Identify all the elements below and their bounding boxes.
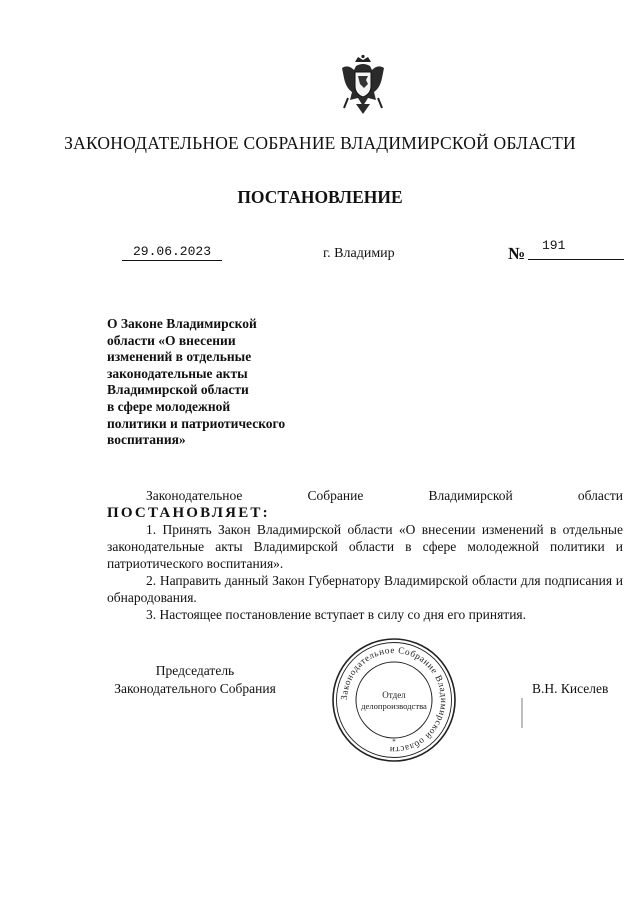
document-date: 29.06.2023 — [122, 244, 222, 261]
subject-line: Владимирской области — [107, 382, 249, 398]
document-type-title: ПОСТАНОВЛЕНИЕ — [237, 187, 403, 207]
position-line: Председатель — [155, 663, 235, 678]
subject-line: воспитания» — [107, 432, 186, 448]
resolution-item: 3. Настоящее постановление вступает в силу со дня его принятия. — [146, 607, 527, 622]
document-city: г. Владимир — [323, 246, 395, 261]
resolves-heading: ПОСТАНОВЛЯЕТ: — [107, 505, 270, 521]
subject-line: в сфере молодежной — [107, 398, 231, 414]
document-number: 191 — [528, 238, 624, 260]
signatory-position — [100, 662, 290, 697]
svg-text:*: * — [392, 738, 396, 746]
signatory-name: В.Н. Киселев — [532, 681, 609, 696]
number-sign: № — [508, 244, 526, 263]
subject-line: политики и патриотического — [107, 415, 286, 431]
stamp-center-line: Отдел — [382, 690, 406, 700]
official-round-stamp — [330, 636, 458, 764]
subject-line: изменений в отдельные — [107, 349, 252, 365]
document-subject — [107, 316, 317, 449]
resolution-items — [107, 521, 623, 623]
subject-line: законодательные акты — [107, 365, 248, 381]
resolution-item: 2. Направить данный Закон Губернатору Владимирской области для подписания и обнародования. — [107, 573, 623, 605]
subject-line: области «О внесении — [107, 332, 236, 348]
subject-line: О Законе Владимирской — [107, 316, 257, 331]
resolution-intro: Законодательное Собрание Владимирской области — [146, 488, 623, 503]
stamp-ring-text: Законодательное Собрание Владимирской области — [338, 644, 450, 756]
stamp-center-line: делопроизводства — [361, 701, 427, 711]
signature-mark — [519, 698, 525, 728]
position-line: Законодательного Собрания — [114, 680, 276, 696]
resolution-item: 1. Принять Закон Владимирской области «О внесении изменений в отдельные законодательные акты Владимирской области в сфере молодежной политики и патриотического воспитания». — [107, 522, 623, 571]
coat-of-arms-emblem — [338, 54, 388, 116]
organization-title: ЗАКОНОДАТЕЛЬНОЕ СОБРАНИЕ ВЛАДИМИРСКОЙ ОБЛАСТИ — [64, 133, 576, 153]
